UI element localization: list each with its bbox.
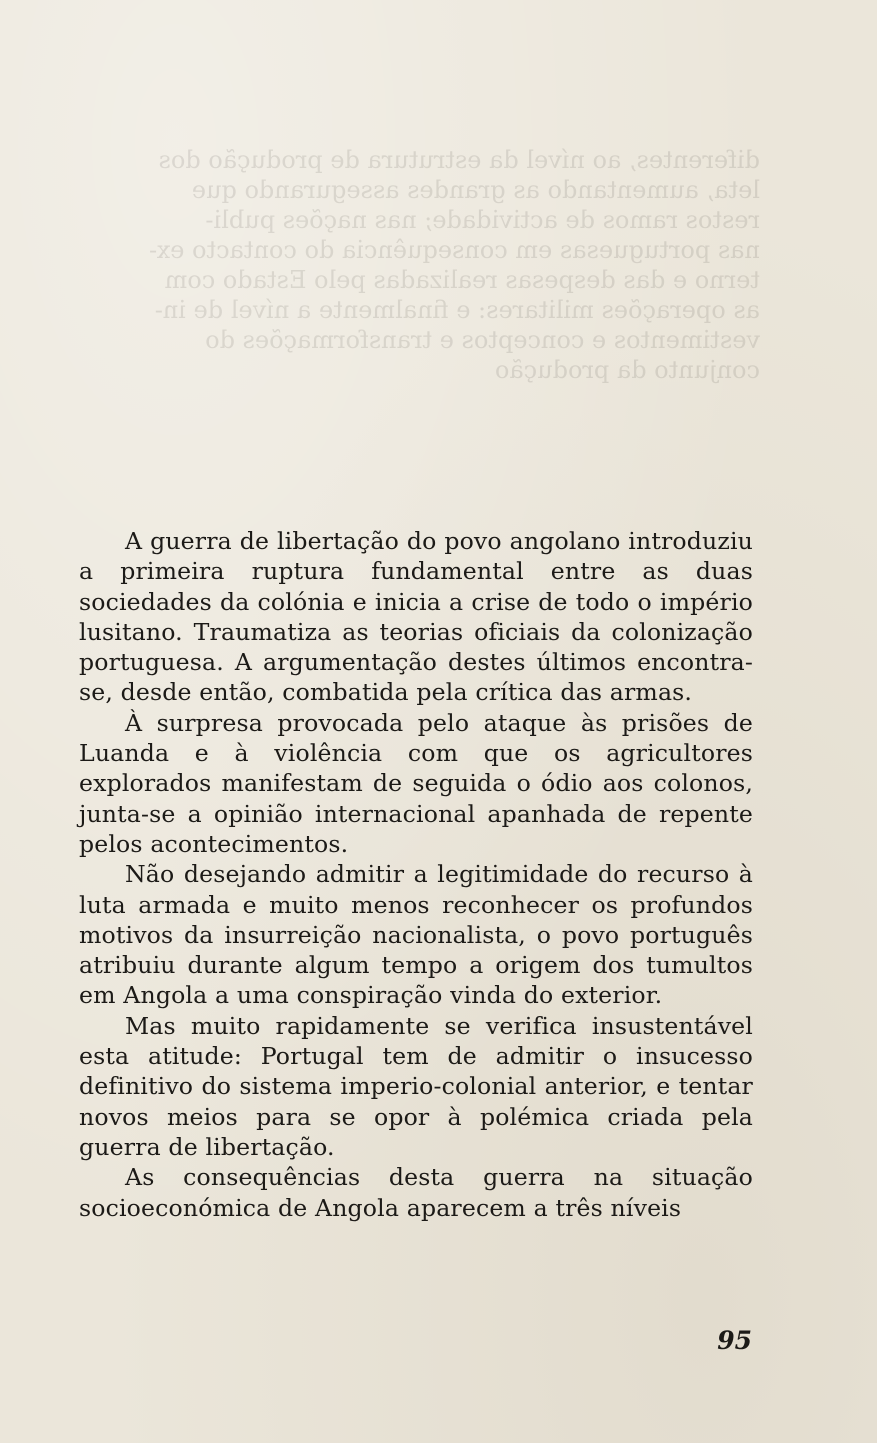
paragraph: A guerra de libertação do povo angolano introduziu a primeira ruptura fundamental entre as duas sociedades da colónia e inicia a crise de todo o império lusitano. Traumatiza as teorias oficiais da colonização portuguesa. A argumentação destes últimos encontra-se, desde então, combatida pela crítica das armas. <box>79 527 753 707</box>
show-through-text: diferentes, ao nível da estrutura de produção dos leta, aumentando as grandes assegurando que restos ramos de actividade; nas nações publi- nas portuguesas em consequência do contacto ex- terno e das despesas realizadas pelo Estado com as operações militares: e finalmente a nível de in- vestimentos e conceptos e transformações do conjunto da produção <box>148 146 760 384</box>
page-number: 95 <box>717 1326 752 1355</box>
paragraph: Mas muito rapidamente se verifica insustentável esta atitude: Portugal tem de admitir o insucesso definitivo do sistema imperio-colonial anterior, e tentar novos meios para se opor à polémica criada pela guerra de libertação. <box>79 1011 753 1161</box>
paragraph: As consequências desta guerra na situação socioeconómica de Angola aparecem a três níveis <box>79 1163 753 1222</box>
body-text <box>79 526 753 1223</box>
paragraph: À surpresa provocada pelo ataque às prisões de Luanda e à violência com que os agricultores explorados manifestam de seguida o ódio aos colonos, junta-se a opinião internacional apanhada de repente pelos acontecimentos. <box>79 708 753 858</box>
paragraph: Não desejando admitir a legitimidade do recurso à luta armada e muito menos reconhecer os profundos motivos da insurreição nacionalista, o povo português atribuiu durante algum tempo a origem dos tumultos em Angola a uma conspiração vinda do exterior. <box>79 860 753 1010</box>
